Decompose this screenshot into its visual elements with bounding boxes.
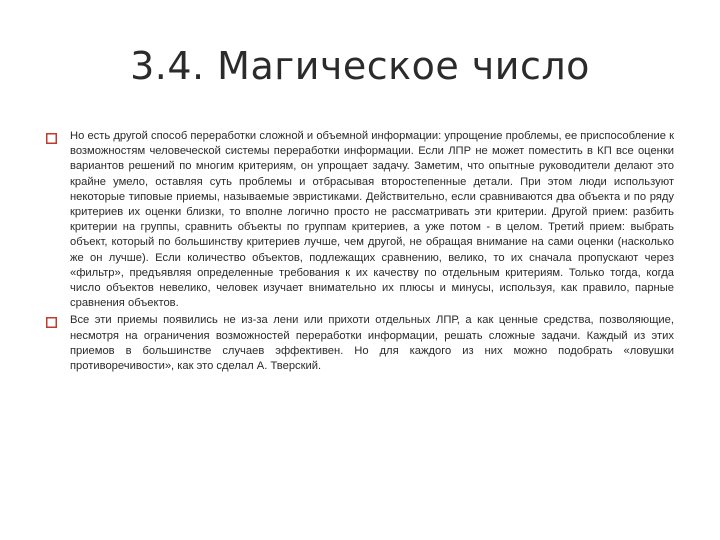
- bullet-item: [46, 129, 674, 311]
- bullet-text: Все эти приемы появились не из-за лени или прихоти отдельных ЛПР, а как ценные средства, позволяющие, несмотря на ограничения возможностей переработки информации, решать сложные задачи. Каждый из этих приемов в большинстве случаев эффективен. Но для каждого из них можно подобрать «ловушки противоречивости», как это сделал А. Тверский.: [70, 314, 674, 373]
- square-bullet-icon: [46, 129, 70, 147]
- bullet-text: Но есть другой способ переработки сложной и объемной информации: упрощение проблемы, ее приспособление к возможностям человеческой системы переработки информации. Если ЛПР не может поместить в КП все оценки вариантов решений по многим критериям, он упрощает задачу. Заметим, что опытные руководители делают это крайне умело, оставляя суть проблемы и отбрасывая второстепенные детали. При этом люди используют некоторые типовые приемы, называемые эвристиками. Действительно, если сравниваются два объекта и по ряду критериев их оценки близки, то вполне логично просто не рассматривать эти критерии. Другой прием: разбить критерии на группы, сравнить объекты по группам критериев, а уже потом - в целом. Третий прием: выбрать объект, который по большинству критериев лучше, чем другой, не обращая внимание на сами оценки (насколько же он лучше). Если количество объектов, подлежащих сравнению, велико, то их сначала пропускают через «фильтр», предъявляя определенные требования к их качеству по отдельным критериям. Только тогда, когда число объектов невелико, человек изучает внимательно их плюсы и минусы, используя, как правило, парные сравнения объектов.: [70, 130, 674, 310]
- slide-title: 3.4. Магическое число: [130, 44, 590, 88]
- bullet-item: [46, 313, 674, 374]
- square-bullet-icon: [46, 313, 70, 331]
- bullet-list: [46, 129, 674, 376]
